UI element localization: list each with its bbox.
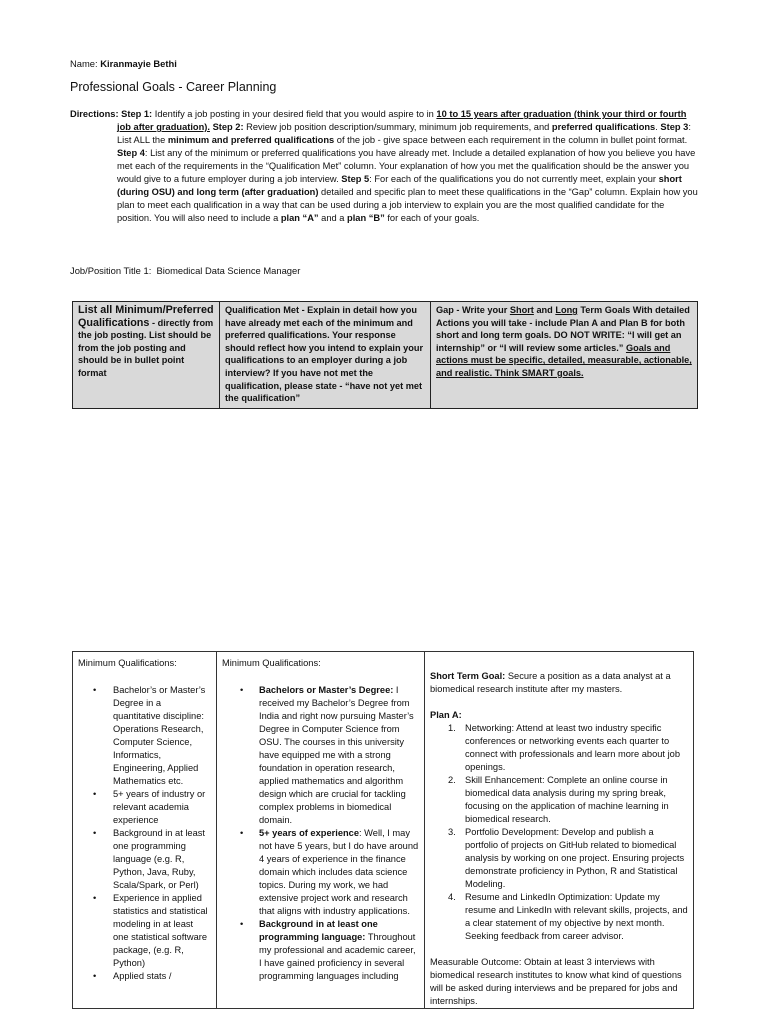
header-col3-short: Short (509, 305, 534, 315)
header-col1-text: - directly from the job posting. List should be from the job posting and should be in bullet point format (78, 317, 214, 378)
step-5-text: : For each of the qualifications you do not currently meet, explain your (369, 174, 657, 184)
job-title-line (70, 265, 300, 276)
list-item: • Bachelor’s or Master’s Degree in a quantitative discipline: Operations Research, Computer Science, Informatics, Engineering, Applied Mathematics etc. (113, 684, 211, 788)
step-1-text: Identify a job posting in your desired field that you would aspire to in (154, 109, 434, 119)
directions-label: Directions: (70, 109, 119, 119)
item-number: 1. (448, 723, 456, 733)
step-5-label: Step 5 (341, 174, 370, 184)
header-col3-long: Long (555, 305, 578, 315)
col2-heading: Minimum Qualifications: (222, 658, 321, 668)
step-3-text-2: of the job - give space between each requirement in the column in bullet point format. (336, 135, 688, 145)
name-line (70, 58, 177, 69)
step-5-emphasis: short (during OSU) and long term (after graduation) (117, 174, 682, 197)
measurable-outcome: Measurable Outcome: Obtain at least 3 interviews with biomedical research institutes to know what kind of questions will be asked during interviews and be prepared for jobs and internships. (430, 957, 682, 1006)
step-2-text: Review job position description/summary, minimum job requirements, and (246, 122, 550, 132)
page-title: Professional Goals - Career Planning (70, 80, 277, 94)
short-term-goal (430, 670, 688, 696)
and-text: and a (321, 213, 345, 223)
plan-b-label: plan “B” (347, 213, 385, 223)
list-item (259, 827, 419, 918)
name-value: Kiranmayie Bethi (100, 58, 177, 69)
col1-heading: Minimum Qualifications: (78, 658, 177, 668)
item-text: Throughout my professional and academic career, I have gained proficiency in several programming languages including (259, 932, 416, 981)
job-title-value: Biomedical Data Science Manager (156, 265, 301, 276)
short-term-text: Secure a position as a data analyst at a biomedical research institute after my masters. (430, 671, 671, 694)
job-title-label: Job/Position Title 1: (70, 265, 152, 276)
col2-list (222, 684, 419, 983)
list-item (448, 722, 688, 774)
item-number: 3. (448, 827, 456, 837)
item-bold: Background in at least one programming language: (259, 919, 378, 942)
header-col3-text-a: Gap - Write your (436, 305, 508, 315)
step-3-text: : List ALL the (117, 122, 691, 145)
item-text: I received my Bachelor’s Degree from India and right now pursuing Master’s Degree in Computer Science from OSU. The courses in this university have equipped me with a strong foundation in operation research, applied mathematics and algorithm design which are crucial for tackling complex problems in biomedical domain. (259, 685, 414, 825)
short-term-label: Short Term Goal: (430, 671, 506, 681)
cell-min-qualifications (73, 652, 217, 1009)
directions-end: for each of your goals. (387, 213, 480, 223)
step-4-label: Step 4 (117, 148, 145, 158)
item-text: Skill Enhancement: Complete an online course in biomedical data analysis during my spring break, focusing on the application of machine learning in biomedical research. (465, 775, 669, 824)
cell-qualification-met (217, 652, 425, 1009)
list-item (448, 774, 688, 826)
step-3-label: Step 3 (660, 122, 689, 132)
item-number: 4. (448, 892, 456, 902)
header-table (72, 301, 698, 409)
header-col3-and: and (536, 305, 553, 315)
item-text: Networking: Attend at least two industry specific conferences or networking events each quarter to connect with professionals and learn more about job openings. (465, 723, 680, 772)
cell-gap (425, 652, 694, 1009)
header-col1-title: List all Minimum/Preferred Qualifications (78, 304, 214, 329)
directions-block: Directions: Step 1: Identify a job posting in your desired field that you would aspire to in 10 to 15 years after graduation (think your third or fourth job after graduation). Step 2: Review job position description/summary, minimum job requirements, and preferred qualifications. Step 3: List ALL the minimum and preferred qualifications of the job - give space between each requirement in the column in bullet point format. Step 4: List any of the minimum or preferred qualifications you have already met. Include a detailed explanation of how you believe you have met each of the requirements in the “Qualification Met” column. Your explanation of how you met the qualification should be the answer you would give to a future employer during a job interview. Step 5: For each of the qualifications you do not currently meet, explain your short (during OSU) and long term (after graduation) detailed and specific plan to meet these qualifications in the “Gap” column. Explain how you plan to meet each qualification in a way that can be used during a job interview to explain you are the most qualified candidate for the position. You will also need to include a plan “A” and a plan “B” for each of your goals. (70, 109, 698, 223)
header-col2-text: Qualification Met - Explain in detail how you have already met each of the minimum and preferred qualifications. Your response should reflect how you intend to explain your qualifications to an employer during a job interview? If you have not met the qualification, please state - “have not yet met the qualification” (225, 305, 424, 404)
step-1-emphasis: 10 to 15 years after graduation (think your third or fourth job after graduation). (117, 109, 687, 132)
list-item (259, 684, 419, 827)
header-cell-qualifications (73, 302, 220, 409)
item-text: Portfolio Development: Develop and publish a portfolio of projects on GitHub related to biomedical analysis by working on one project. Ensuring projects demonstrate proficiency in Python, R and Statistical Modeling. (465, 827, 685, 889)
item-bold: 5+ years of experience (259, 828, 360, 838)
plan-a-label: plan “A” (280, 213, 319, 223)
plan-a-list (430, 722, 688, 943)
step-1-label: Step 1: (121, 109, 153, 119)
header-col3-smart: Goals and actions must be specific, detailed, measurable, actionable, and realistic. Think SMART goals. (436, 342, 692, 378)
col1-list (78, 684, 211, 983)
qualifications-table (72, 651, 694, 1009)
step-3-emphasis: minimum and preferred qualifications (167, 135, 335, 145)
list-item: • Applied stats / (113, 970, 211, 983)
item-text: Resume and LinkedIn Optimization: Update my resume and LinkedIn with relevant skills, projects, and a clear statement of my objective by next month. Seeking feedback from career advisor. (465, 892, 688, 941)
list-item (448, 826, 688, 891)
header-cell-qualification-met (220, 302, 431, 409)
header-row (73, 302, 698, 409)
list-item: • Experience in applied statistics and statistical modeling in at least one statistical software package, (e.g. R, Python) (113, 892, 211, 970)
item-bold: Bachelors or Master’s Degree: (259, 685, 394, 695)
list-item: • Background in at least one programming language (e.g. R, Python, Java, Ruby, Scala/Spark, or Perl) (113, 827, 211, 892)
header-col3-text-b: Term Goals With detailed Actions you will take - include Plan A and Plan B for both short and long term goals. DO NOT WRITE: “I will get an internship” or “I will review some articles.” (436, 305, 690, 353)
list-item: • 5+ years of industry or relevant academia experience (113, 788, 211, 827)
step-4-text: : List any of the minimum or preferred qualifications you have already met. Include a detailed explanation of how you believe you have met each of the requirements in the “Qualification Met” column. Your explanation of how you met the qualification should be the answer you would give to a future employer during a job interview. (117, 148, 696, 184)
list-item (259, 918, 419, 983)
table-row (73, 652, 694, 1009)
plan-a-heading: Plan A: (430, 710, 462, 720)
item-text: : Well, I may not have 5 years, but I do have around 4 years of experience in the finance domain which includes data science topics. During my work, we had extensive project work and research that aligns with industry applications. (259, 828, 419, 916)
name-label: Name: (70, 58, 98, 69)
step-2-emphasis: preferred qualifications (551, 122, 656, 132)
header-cell-gap (431, 302, 698, 409)
step-5-text-2: detailed and specific plan to meet these qualifications in the “Gap” column. Explain how you plan to meet each qualification in a way that can be used during a job interview to explain you are the most qualified candidate for the position. You will also need to include a (117, 187, 698, 223)
item-number: 2. (448, 775, 456, 785)
list-item (448, 891, 688, 943)
step-2-label: Step 2: (212, 122, 244, 132)
